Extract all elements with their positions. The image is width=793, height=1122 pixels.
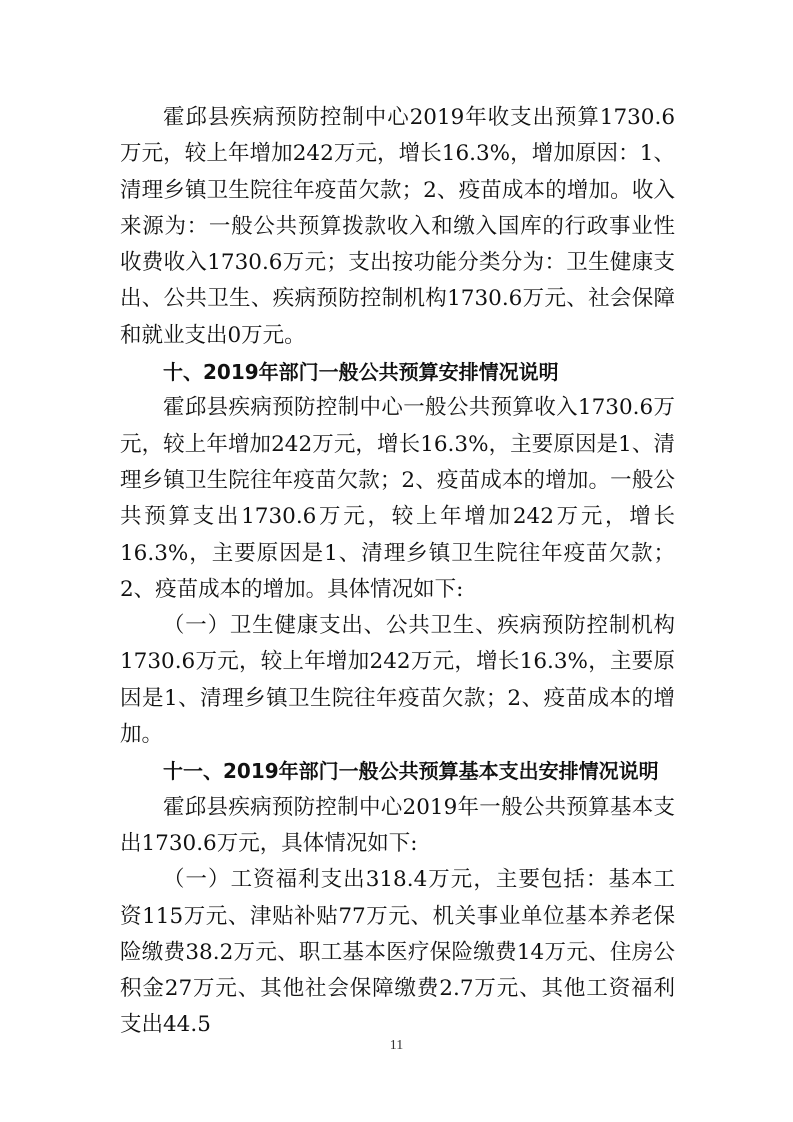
paragraph-salary-welfare: （一）工资福利支出318.4万元，主要包括：基本工资115万元、津贴补贴77万元、机关事业单位基本养老保险缴费38.2万元、职工基本医疗保险缴费14万元、住房公积金27万元、其他社会保障缴费2.7万元、其他工资福利支出44.5 [120, 867, 675, 1038]
paragraph-budget-overview: 霍邱县疾病预防控制中心2019年收支出预算1730.6万元，较上年增加242万元，增长16.3%，增加原因：1、清理乡镇卫生院往年疫苗欠款；2、疫苗成本的增加。收入来源为：一般公共预算拨款收入和缴入国库的行政事业性收费收入1730.6万元；支出按功能分类分为：卫生健康支出、公共卫生、疾病预防控制机构1730.6万元、社会保障和就业支出0万元。 [120, 105, 675, 348]
page-number: 11 [389, 1038, 404, 1053]
paragraph-health-expenditure: （一）卫生健康支出、公共卫生、疾病预防控制机构1730.6万元，较上年增加242万元，增长16.3%，主要原因是1、清理乡镇卫生院往年疫苗欠款；2、疫苗成本的增加。 [120, 613, 675, 748]
body-text [120, 100, 675, 1044]
section-heading-11: 十一、2019年部门一般公共预算基本支出安排情况说明 [163, 759, 659, 784]
section-heading-10: 十、2019年部门一般公共预算安排情况说明 [163, 360, 559, 385]
paragraph-public-budget: 霍邱县疾病预防控制中心一般公共预算收入1730.6万元，较上年增加242万元，增长16.3%，主要原因是1、清理乡镇卫生院往年疫苗欠款；2、疫苗成本的增加。一般公共预算支出1730.6万元，较上年增加242万元，增长16.3%，主要原因是1、清理乡镇卫生院往年疫苗欠款；2、疫苗成本的增加。具体情况如下: [120, 395, 675, 602]
paragraph-basic-expenditure: 霍邱县疾病预防控制中心2019年一般公共预算基本支出1730.6万元，具体情况如下: [120, 794, 675, 856]
